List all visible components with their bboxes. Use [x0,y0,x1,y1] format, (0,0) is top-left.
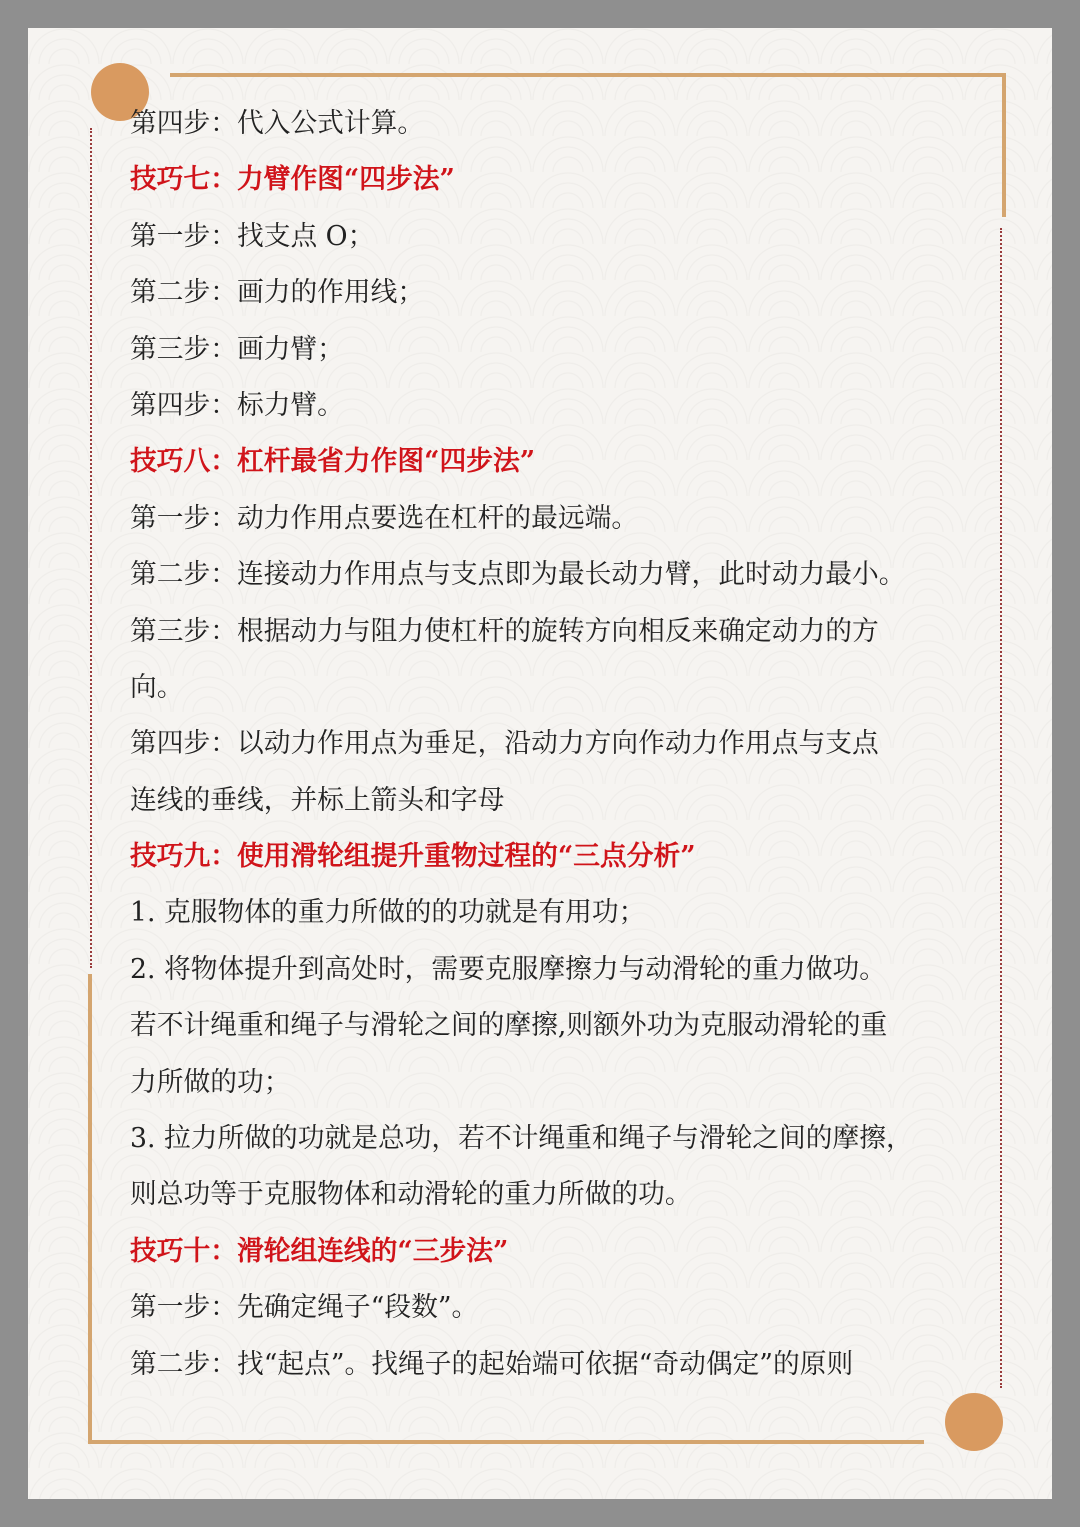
text-line: 第二步：连接动力作用点与支点即为最长动力臂，此时动力最小。 [130,559,906,591]
section-heading-tip-9: 技巧九：使用滑轮组提升重物过程的“三点分析” [130,841,696,873]
text-line: 第一步：找支点 O； [130,220,375,252]
text-line: 1. 克服物体的重力所做的的功就是有用功； [130,897,646,929]
frame-left-line [88,974,92,1444]
frame-right-line [1002,73,1006,217]
section-heading-tip-8: 技巧八：杠杆最省力作图“四步法” [130,446,536,478]
text-line: 第一步：动力作用点要选在杠杆的最远端。 [130,502,639,534]
text-line: 第四步：以动力作用点为垂足，沿动力方向作动力作用点与支点 [130,728,879,760]
text-line: 连线的垂线，并标上箭头和字母 [130,784,505,816]
text-line: 2. 将物体提升到高处时，需要克服摩擦力与动滑轮的重力做功。 [130,953,887,985]
frame-top-line [170,73,1006,77]
text-line: 第三步：根据动力与阻力使杠杆的旋转方向相反来确定动力的方 [130,615,879,647]
document-text [130,96,960,1393]
frame-left-dots [90,128,92,968]
text-line: 第二步：画力的作用线； [130,277,425,309]
frame-bottom-line [88,1440,924,1444]
text-line: 第三步：画力臂； [130,333,344,365]
frame-right-dots [1000,228,1002,1388]
text-line: 若不计绳重和绳子与滑轮之间的摩擦,则额外功为克服动滑轮的重 [130,1010,888,1042]
section-heading-tip-7: 技巧七：力臂作图“四步法” [130,164,455,196]
text-line: 则总功等于克服物体和动滑轮的重力所做的功。 [130,1179,692,1211]
text-line: 力所做的功； [130,1066,291,1098]
text-line: 向。 [130,671,184,703]
text-line: 第二步：找“起点”。找绳子的起始端可依据“奇动偶定”的原则 [130,1348,854,1380]
bottom-right-circle-decoration [945,1393,1003,1451]
section-heading-tip-10: 技巧十：滑轮组连线的“三步法” [130,1235,509,1267]
text-line: 第四步：标力臂。 [130,389,344,421]
text-line: 3. 拉力所做的功就是总功，若不计绳重和绳子与滑轮之间的摩擦， [130,1123,913,1155]
text-line: 第四步：代入公式计算。 [130,108,425,139]
text-line: 第一步：先确定绳子“段数”。 [130,1292,479,1324]
